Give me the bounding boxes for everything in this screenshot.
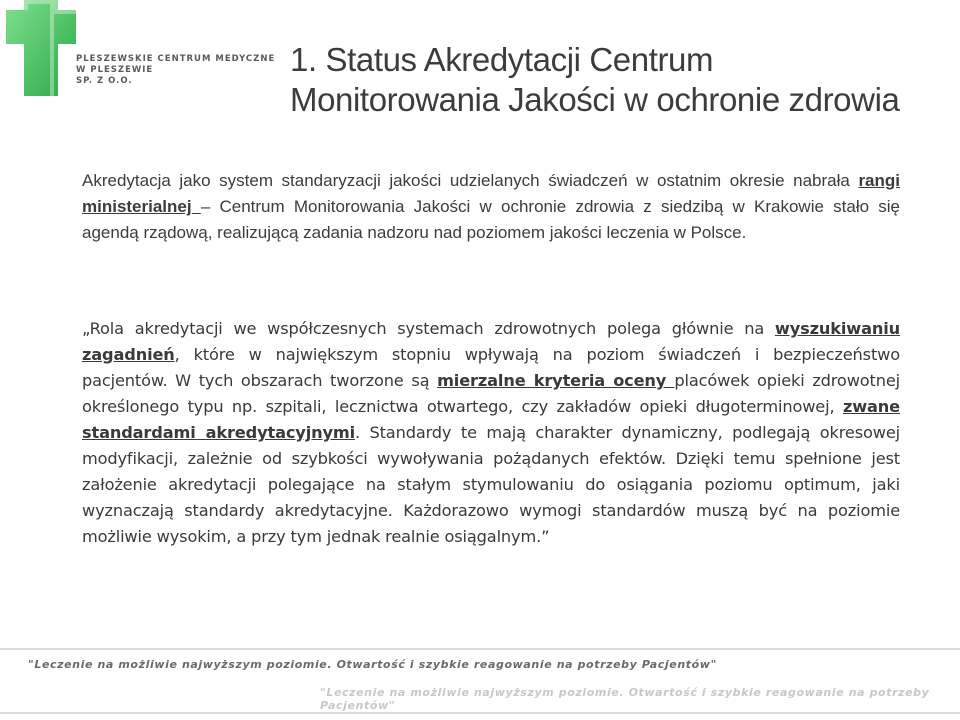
quote-underlined-2: mierzalne kryteria oceny	[437, 371, 675, 390]
quote-paragraph	[82, 316, 900, 550]
title-line2: Monitorowania Jakości w ochronie zdrowia	[290, 81, 900, 118]
intro-paragraph	[82, 168, 900, 246]
quote-underlined-1: wyszukiwaniu zagadnień	[82, 319, 900, 364]
title-line1: 1. Status Akredytacji Centrum	[290, 41, 714, 78]
logo-line3: SP. Z O.O.	[76, 76, 133, 86]
footer-divider	[0, 648, 960, 650]
intro-text-1: Akredytacja jako system standaryzacji jakości udzielanych świadczeń w ostatnim okresie nabrała	[82, 171, 859, 190]
quote-text-4: . Standardy te mają charakter dynamiczny, podlegają okresowej modyfikacji, zależnie od szybkości wywoływania pożądanych efektów. Dzięki temu spełnione jest założenie akredytacji polegające na stałym stymulowaniu do osiągania poziomu optimum, jaki wyznaczają standardy akredytacyjne. Każdorazowo wymogi standardów muszą być na poziomie możliwie wysokim, a przy tym jednak realnie osiągalnym.”	[82, 423, 900, 546]
intro-text-2: – Centrum Monitorowania Jakości w ochronie zdrowia z siedzibą w Krakowie stało się agendą rządową, realizującą zadania nadzoru nad poziomem jakości leczenia w Polsce.	[82, 197, 900, 242]
quote-text-2: , które w największym stopniu wpływają na poziom świadczeń i bezpieczeństwo pacjentów. W tych obszarach tworzone są	[82, 345, 900, 390]
quote-underlined-3: zwane standardami akredytacyjnymi	[82, 397, 900, 442]
logo-line2: W PLESZEWIE	[76, 65, 154, 75]
footer-divider-bottom	[0, 712, 960, 714]
page-title	[290, 40, 950, 120]
footer-slogan-reflection: "Leczenie na możliwie najwyższym poziomie. Otwartość i szybkie reagowanie na potrzeby Pacjentów"	[320, 686, 930, 712]
footer-slogan: "Leczenie na możliwie najwyższym poziomie. Otwartość i szybkie reagowanie na potrzeby Pacjentów"	[28, 658, 717, 671]
intro-underlined-ranga: rangi ministerialnej	[82, 171, 900, 216]
logo-line1: PLESZEWSKIE CENTRUM MEDYCZNE	[76, 54, 276, 64]
logo-text	[76, 54, 275, 87]
quote-text-3: placówek opieki zdrowotnej określonego typu np. szpitali, lecznictwa otwartego, czy zakładów opieki długoterminowej,	[82, 371, 900, 416]
quote-text-1: „Rola akredytacji we współczesnych systemach zdrowotnych polega głównie na	[82, 319, 775, 338]
footer	[0, 640, 960, 720]
